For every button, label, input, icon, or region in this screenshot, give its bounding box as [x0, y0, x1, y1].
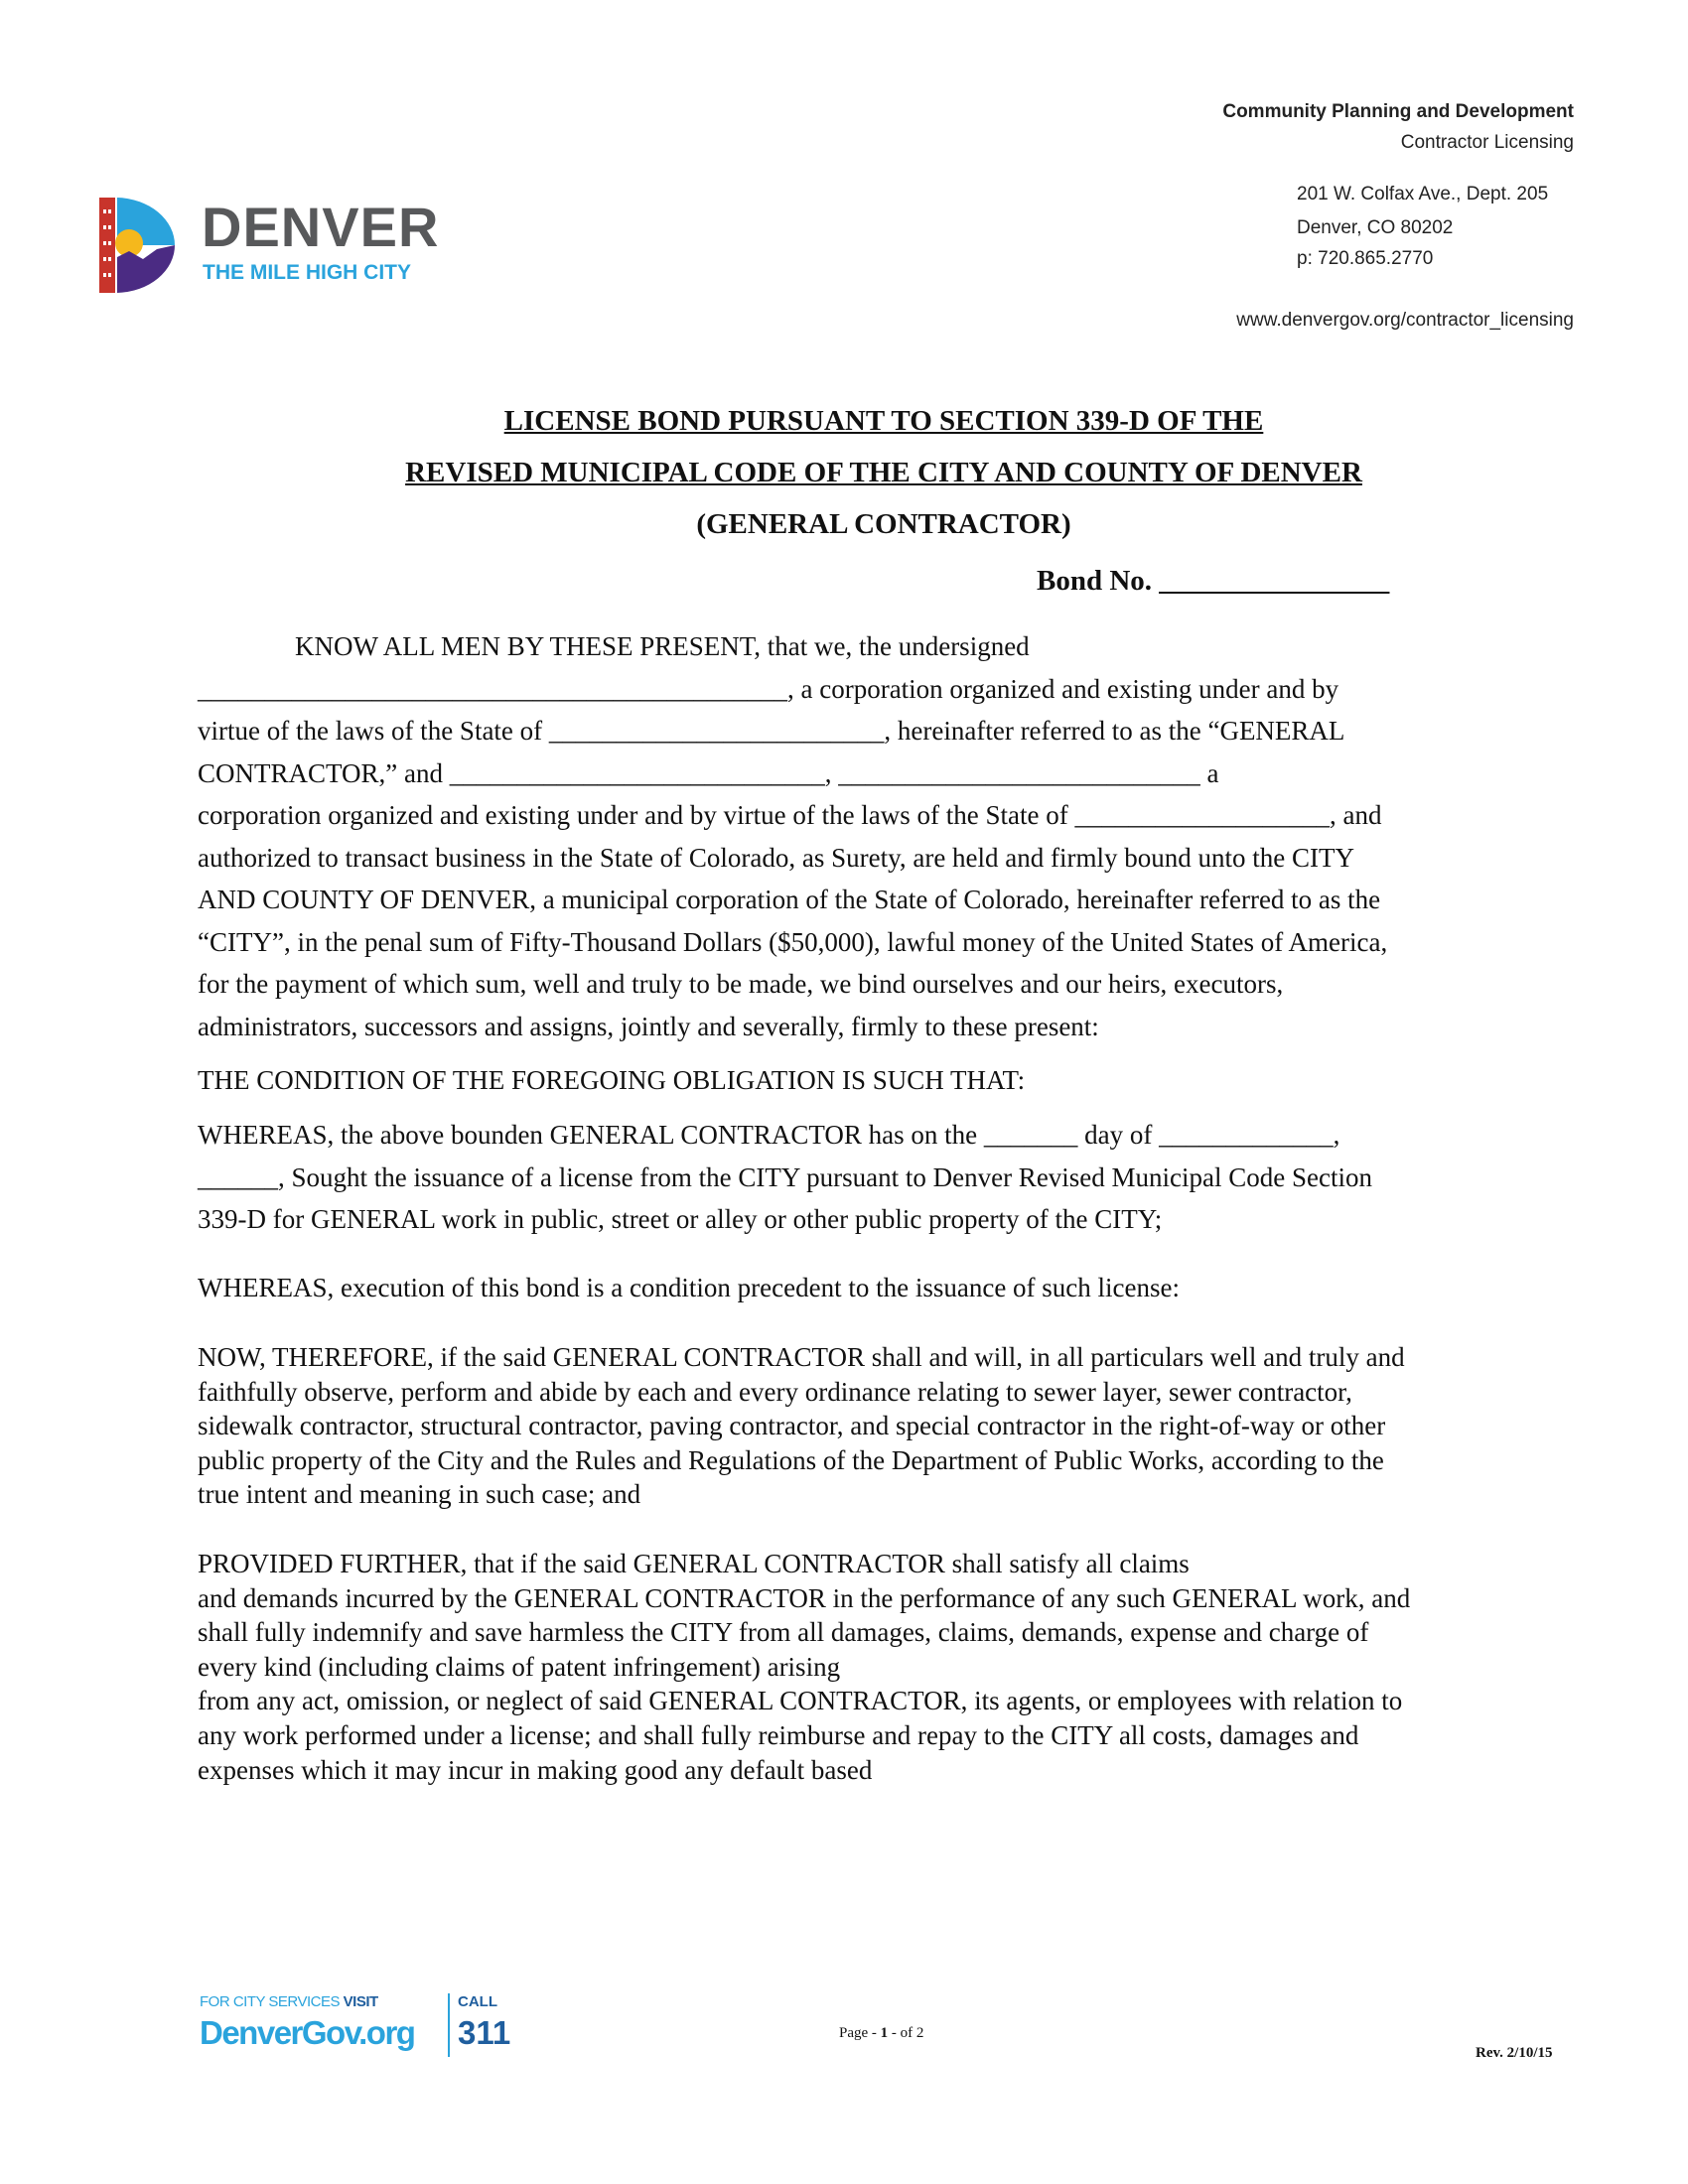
text-line: “CITY”, in the penal sum of Fifty-Thousand Dollars ($50,000), lawful money of the United States of America, — [198, 926, 1388, 957]
text-line: sidewalk contractor, structural contractor, paving contractor, and special contractor in the right-of-way or other — [198, 1411, 1386, 1441]
footer-divider — [448, 1993, 450, 2057]
text-line: 339-D for GENERAL work in public, street or alley or other public property of the CITY; — [198, 1204, 1163, 1234]
logo-name: DENVER — [202, 196, 440, 258]
text-line: public property of the City and the Rules and Regulations of the Department of Public Works, according to the — [198, 1444, 1384, 1475]
condition-heading: THE CONDITION OF THE FOREGOING OBLIGATION IS SUCH THAT: — [198, 1065, 1026, 1095]
denver-d-icon — [99, 198, 177, 293]
text-line: faithfully observe, perform and abide by each and every ordinance relating to sewer layer, sewer contractor, — [198, 1376, 1352, 1407]
revision-date: Rev. 2/10/15 — [1476, 2045, 1553, 2061]
text-line: AND COUNTY OF DENVER, a municipal corporation of the State of Colorado, hereinafter referred to as the — [198, 885, 1381, 914]
text-line: WHEREAS, the above bounden GENERAL CONTRACTOR has on the _______ day of _____________, — [198, 1120, 1340, 1150]
footer-number: 311 — [458, 2014, 511, 2051]
services-visit: VISIT — [343, 1993, 378, 2010]
page-indicator — [839, 2025, 923, 2042]
services-prefix: FOR CITY SERVICES — [200, 1993, 340, 2010]
text-line: ______, Sought the issuance of a license from the CITY pursuant to Denver Revised Municipal Code Section — [198, 1161, 1373, 1192]
page-suffix: - of 2 — [888, 2025, 924, 2041]
text-line: from any act, omission, or neglect of said GENERAL CONTRACTOR, its agents, or employees with relation to — [198, 1686, 1403, 1716]
whereas-paragraph-1 — [198, 1114, 1372, 1241]
text-line: virtue of the laws of the State of _________________________, hereinafter referred to as the “GENERAL — [198, 716, 1345, 746]
text-line: corporation organized and existing under and by virtue of the laws of the State of ___________________, and — [198, 800, 1382, 830]
bond-number-field: Bond No. ________________ — [1037, 565, 1390, 597]
division-name: Contractor Licensing — [1400, 132, 1574, 153]
footer-site: DenverGov.org — [200, 2014, 415, 2051]
text-line: expenses which it may incur in making good any default based — [198, 1754, 873, 1785]
page-current: 1 — [880, 2025, 889, 2041]
website-link[interactable]: www.denvergov.org/contractor_licensing — [1236, 310, 1574, 331]
text-line: any work performed under a license; and shall fully reimburse and repay to the CITY all costs, damages and — [198, 1719, 1359, 1750]
title-line2: REVISED MUNICIPAL CODE OF THE CITY AND COUNTY OF DENVER — [405, 457, 1362, 488]
address-line2: Denver, CO 80202 — [1297, 217, 1454, 238]
intro-paragraph — [198, 625, 1387, 1047]
now-therefore-paragraph — [198, 1340, 1405, 1512]
title-line1: LICENSE BOND PURSUANT TO SECTION 339-D OF THE — [503, 405, 1264, 437]
text-line: for the payment of which sum, well and truly to be made, we bind ourselves and our heirs, executors, — [198, 969, 1284, 999]
denver-logo — [99, 198, 457, 293]
text-line: CONTRACTOR,” and ____________________________, ___________________________ a — [198, 757, 1219, 788]
logo-tagline: THE MILE HIGH CITY — [203, 261, 411, 284]
text-line: ____________________________________________, a corporation organized and existing under and by — [198, 673, 1339, 704]
text-line: KNOW ALL MEN BY THESE PRESENT, that we, the undersigned — [295, 631, 1030, 661]
page-prefix: Page - — [839, 2025, 881, 2041]
denvergov-footer-logo[interactable] — [200, 1993, 527, 2059]
whereas-paragraph-2: WHEREAS, execution of this bond is a condition precedent to the issuance of such license: — [198, 1273, 1181, 1302]
text-line: shall fully indemnify and save harmless the CITY from all damages, claims, demands, expense and charge of — [198, 1617, 1369, 1648]
text-line: NOW, THEREFORE, if the said GENERAL CONTRACTOR shall and will, in all particulars well and truly and — [198, 1342, 1405, 1372]
phone-number: p: 720.865.2770 — [1297, 248, 1434, 269]
text-line: administrators, successors and assigns, jointly and severally, firmly to these present: — [198, 1011, 1099, 1041]
department-name: Community Planning and Development — [1222, 101, 1574, 122]
text-line: true intent and meaning in such case; and — [198, 1479, 641, 1510]
text-line: every kind (including claims of patent infringement) arising — [198, 1651, 841, 1682]
title-line3: (GENERAL CONTRACTOR) — [696, 508, 1071, 540]
address-line1: 201 W. Colfax Ave., Dept. 205 — [1297, 184, 1549, 205]
provided-further-paragraph — [198, 1547, 1410, 1787]
footer-call: CALL — [458, 1993, 497, 2010]
text-line: and demands incurred by the GENERAL CONTRACTOR in the performance of any such GENERAL work, and — [198, 1582, 1411, 1613]
text-line: PROVIDED FURTHER, that if the said GENERAL CONTRACTOR shall satisfy all claims — [198, 1549, 1190, 1578]
text-line: authorized to transact business in the State of Colorado, as Surety, are held and firmly bound unto the CITY — [198, 842, 1354, 873]
